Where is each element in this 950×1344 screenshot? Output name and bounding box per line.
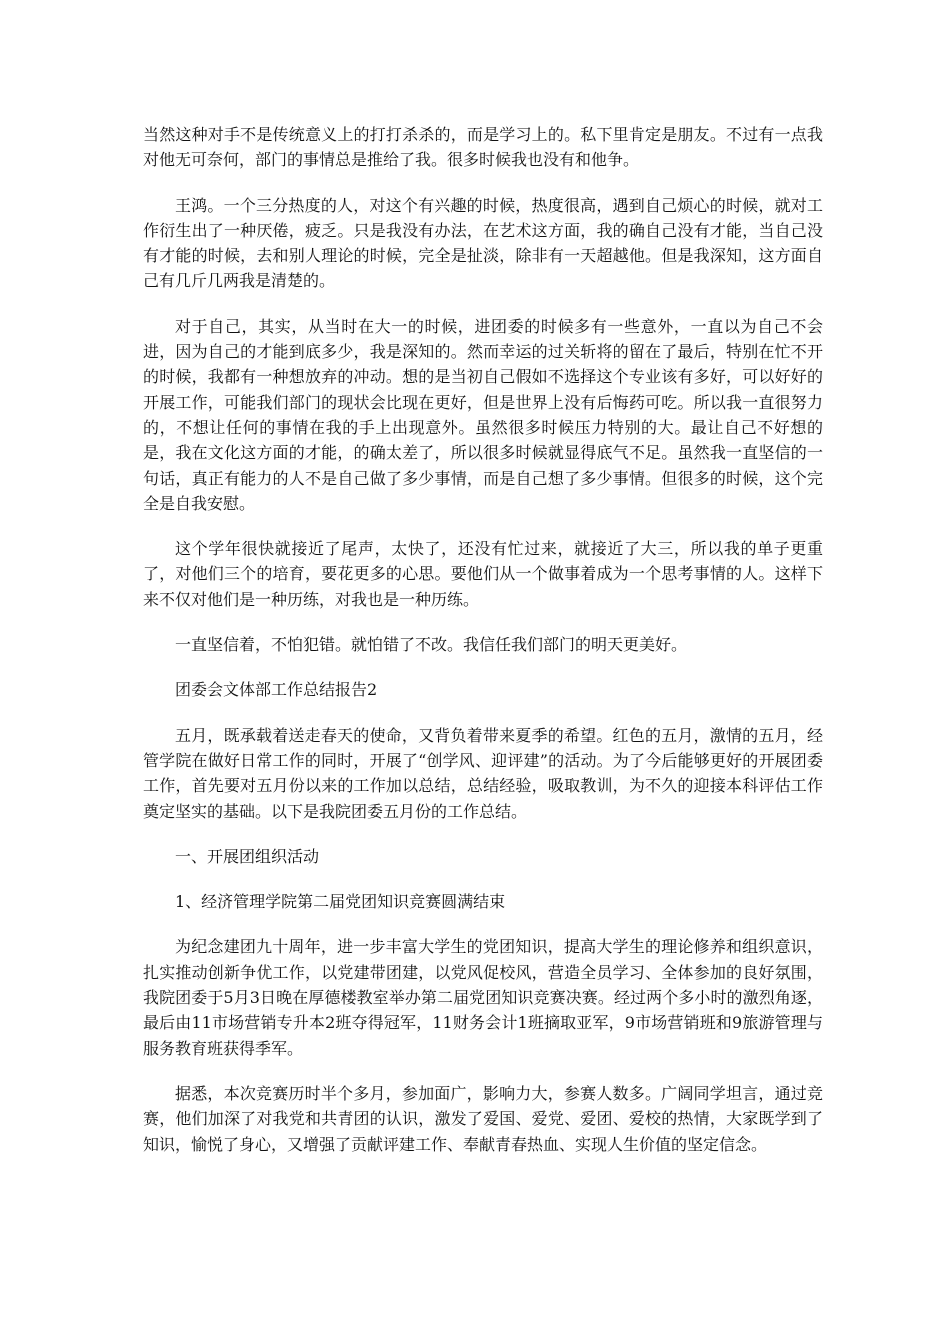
paragraph-7: 五月，既承载着送走春天的使命，又背负着带来夏季的希望。红色的五月，激情的五月，经管学院在做好日常工作的同时，开展了“创学风、迎评建”的活动。为了今后能够更好的开展团委工作，首先要对五月份以来的工作加以总结，总结经验，吸取教训，为不久的迎接本科评估工作奠定坚实的基础。以下是我院团委五月份的工作总结。 — [143, 725, 823, 821]
paragraph-4: 这个学年很快就接近了尾声，太快了，还没有忙过来，就接近了大三，所以我的单子更重了，对他们三个的培育，要花更多的心思。要他们从一个做事着成为一个思考事情的人。这样下来不仅对他们是一种历练，对我也是一种历练。 — [143, 539, 823, 609]
paragraph-5: 一直坚信着，不怕犯错。就怕错了不改。我信任我们部门的明天更美好。 — [175, 635, 688, 655]
section-heading: 一、开展团组织活动 — [175, 846, 320, 866]
document-page — [143, 122, 823, 1177]
paragraph-10: 为纪念建团九十周年，进一步丰富大学生的党团知识，提高大学生的理论修养和组织意识，扎实推动创新争优工作，以党建带团建，以党风促校风，营造全员学习、全体参加的良好氛围，我院团委于5月3日晚在厚德楼教室举办第二届党团知识竞赛决赛。经过两个多小时的激烈角逐，最后由11市场营销专升本2班夺得冠军，11财务会计1班摘取亚军，9市场营销班和9旅游管理与服务教育班获得季军。 — [143, 937, 823, 1058]
paragraph-11: 据悉，本次竞赛历时半个多月，参加面广，影响力大，参赛人数多。广阔同学坦言，通过竞赛，他们加深了对我党和共青团的认识，激发了爱国、爱党、爱团、爱校的热情，大家既学到了知识，愉悦了身心，又增强了贡献评建工作、奉献青春热血、实现人生价值的坚定信念。 — [143, 1083, 823, 1154]
subsection-heading: 1、经济管理学院第二届党团知识竞赛圆满结束 — [175, 892, 506, 912]
paragraph-1: 当然这种对手不是传统意义上的打打杀杀的，而是学习上的。私下里肯定是朋友。不过有一点我对他无可奈何，部门的事情总是推给了我。很多时候我也没有和他争。 — [143, 125, 823, 170]
paragraph-3: 对于自己，其实，从当时在大一的时候，进团委的时候多有一些意外，一直以为自己不会进，因为自己的才能到底多少，我是深知的。然而幸运的过关斩将的留在了最后，特别在忙不开的时候，我都有一种想放弃的冲动。想的是当初自己假如不选择这个专业该有多好，可以好好的开展工作，可能我们部门的现状会比现在更好，但是世界上没有后悔药可吃。所以我一直很努力的，不想让任何的事情在我的手上出现意外。虽然很多时候压力特别的大。最让自己不好想的是，我在文化这方面的才能，的确太差了，所以很多时候就显得底气不足。虽然我一直坚信的一句话，真正有能力的人不是自己做了多少事情，而是自己想了多少事情。但很多的时候，这个完全是自我安慰。 — [143, 316, 823, 513]
report-title: 团委会文体部工作总结报告2 — [175, 680, 378, 700]
paragraph-2: 王鸿。一个三分热度的人，对这个有兴趣的时候，热度很高，遇到自己烦心的时候，就对工作衍生出了一种厌倦，疲乏。只是我没有办法，在艺术这方面，我的确自己没有才能，当自己没有才能的时候，去和别人理论的时候，完全是扯淡，除非有一天超越他。但是我深知，这方面自己有几斤几两我是清楚的。 — [143, 195, 823, 291]
